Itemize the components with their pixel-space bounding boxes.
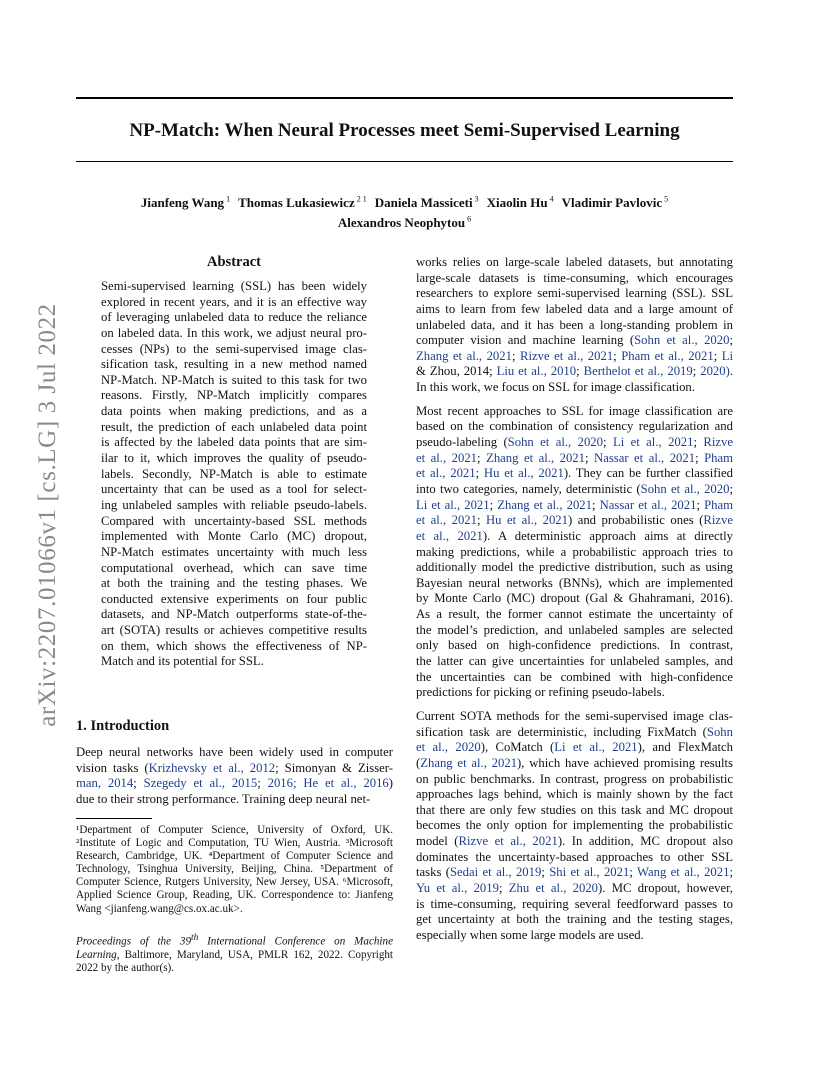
top-rule <box>76 97 733 99</box>
author-name: Jianfeng Wang $^1$ <box>140 195 231 211</box>
author-affiliation-mark: 4 <box>547 195 554 204</box>
text-line: tasks (Sedai et al., 2019; Shi et al., 2021; Wang et al., 2021; <box>416 865 733 880</box>
text-line: Compared with uncertainty-based SSL methods <box>101 513 367 528</box>
text-line: cesses (NPs) to the semi-supervised image clas- <box>101 341 367 356</box>
text-line: large-scale datasets is time-consuming, which encourages <box>416 270 733 285</box>
author-name: Vladimir Pavlovic $^5$ <box>561 195 669 211</box>
text-line: ilar to it, which improves the quality of pseudo- <box>101 451 367 466</box>
affiliations-footnote: ¹Department of Computer Science, University of Oxford, UK. ²Institute of Logic and Computation, TU Wien, Austria. ³Microsoft Research, Cambridge, UK. ⁴Department of Computer Science and Technology, Tsinghua University, Beijing, China. ⁵Department of Computer Science, Rutgers University, New Jersey, USA. ⁶Microsoft, Applied Science Group, Reading, UK. Correspondence to: Jianfeng Wang <jianfeng.wang@cs.ox.ac.uk>. <box>76 824 393 915</box>
text-line: Deep neural networks have been widely used in computer <box>76 745 393 759</box>
text-line: uncertainty that can be used as a tool for select- <box>101 482 367 497</box>
text-line: unlabeled data, and it has been a long-standing problem in <box>416 317 733 332</box>
text-line: Match and its potential for SSL. <box>101 654 264 669</box>
text-line: pseudo-labeling (Sohn et al., 2020; Li et al., 2021; Rizve <box>416 435 733 450</box>
text-line: Li et al., 2021; Zhang et al., 2021; Nassar et al., 2021; Pham <box>416 497 733 512</box>
author-name: Alexandros Neophytou $^6$ <box>337 214 472 231</box>
text-line: the latter can give uncertainties for unlabeled samples, and <box>416 654 733 669</box>
proceedings-note <box>76 932 393 975</box>
introduction-left-text <box>76 745 393 808</box>
text-line: Bayesian neural networks (BNNs), which are implemented <box>416 575 733 590</box>
text-line: & Zhou, 2014; Liu et al., 2010; Berthelot et al., 2019; 2020). <box>416 364 733 379</box>
text-line: In this work, we focus on SSL for image classification. <box>416 380 695 395</box>
text-line: aims to learn from few labeled data and a large amount of <box>416 301 733 316</box>
right-column-text <box>416 255 733 944</box>
text-line: implemented with Monte Carlo (MC) dropout, <box>101 529 367 544</box>
text-line: ing unlabeled samples with reliable pseudo-labels. <box>101 497 367 512</box>
text-line: dominates the uncertainty-based approaches to other SSL <box>416 849 733 864</box>
text-line: is affected by the labeled data points that are sim- <box>101 435 367 450</box>
text-line: of leveraging unlabeled data to reduce the reliance <box>101 310 367 325</box>
text-line: As a result, the former cannot estimate the uncertainty of <box>416 607 733 622</box>
text-line: Semi-supervised learning (SSL) has been widely <box>101 279 367 293</box>
text-line: explored in recent years, and it is an effective way <box>101 294 367 309</box>
text-line: et al., 2021; Zhang et al., 2021; Nassar et al., 2021; Pham <box>416 450 734 465</box>
text-line: only based on high-confidence predictions. In contrast, <box>416 638 733 653</box>
text-line: on labeled data. In this work, we adjust neural pro- <box>101 325 367 340</box>
text-line: making predictions, while a probabilistic approach tries to <box>416 544 733 559</box>
text-line: reasons. Firstly, NP-Match implicitly compares <box>101 388 367 403</box>
arxiv-identifier: arXiv:2207.01066v1 [cs.LG] 3 Jul 2022 <box>34 303 61 727</box>
text-line: conducted extensive experiments on four public <box>101 591 367 606</box>
text-line: based on the combination of consistency regularization and <box>416 419 733 434</box>
text-line: predictions for picking or refining pseudo-labels. <box>416 685 665 700</box>
text-line: et al., 2021). A deterministic approach aims at directly <box>416 528 733 543</box>
proceedings-sup: th <box>191 933 199 943</box>
text-line: NP-Match estimates uncertainty with much less <box>101 544 367 559</box>
author-affiliation-mark: 6 <box>465 214 472 224</box>
text-line: especially when some large models are used. <box>416 927 644 942</box>
text-line: researchers to explore semi-supervised learning (SSL). SSL <box>416 286 733 301</box>
text-line: labels. Secondly, NP-Match is able to estimate <box>101 466 367 481</box>
footnote-rule <box>76 818 152 819</box>
text-line: by Monte Carlo (MC) dropout (Gal & Ghahramani, 2016). <box>416 591 733 606</box>
text-line: Current SOTA methods for the semi-supervised image clas- <box>416 708 733 723</box>
text-line: vision tasks (Krizhevsky et al., 2012; Simonyan & Zisser- <box>76 760 393 775</box>
text-line: works relies on large-scale labeled datasets, but annotating <box>416 255 733 269</box>
author-affiliation-mark: 2 1 <box>354 195 367 204</box>
text-line: model (Rizve et al., 2021). In addition, MC dropout also <box>416 834 733 849</box>
text-line: at both the training and the testing phases. We <box>101 576 367 591</box>
text-line: man, 2014; Szegedy et al., 2015; 2016; He et al., 2016) <box>76 776 393 791</box>
author-list <box>76 192 733 232</box>
author-name: Daniela Massiceti $^3$ <box>374 195 479 211</box>
text-line: the uncertainties can be combined with high-confidence <box>416 669 733 684</box>
author-name: Xiaolin Hu $^4$ <box>486 195 554 211</box>
proceedings-details: , Baltimore, Maryland, USA, PMLR 162, 2022. Copyright 2022 by the author(s). <box>76 948 393 974</box>
text-line: get uncertainty at both the training and the testing stages, <box>416 912 733 927</box>
text-line: Zhang et al., 2021; Rizve et al., 2021; Pham et al., 2021; Li <box>416 348 734 363</box>
text-line: Yu et al., 2019; Zhu et al., 2020). MC dropout, however, <box>416 880 733 895</box>
title-rule <box>76 161 733 162</box>
text-line: is time-consuming, requiring several feedforward passes to <box>416 896 733 911</box>
proceedings-venue-b: International Conference on Machine Learning <box>76 935 393 961</box>
author-name: Thomas Lukasiewicz $^{2 1}$ <box>238 195 367 211</box>
abstract-heading: Abstract <box>207 254 261 270</box>
text-line: that there are only few studies on this task and MC dropout <box>416 802 733 817</box>
paper-title: NP-Match: When Neural Processes meet Semi-Supervised Learning <box>129 120 680 141</box>
abstract-body <box>101 279 367 670</box>
author-affiliation-mark: 1 <box>224 195 231 204</box>
text-line: et al., 2020), CoMatch (Li et al., 2021), and FlexMatch <box>416 740 734 755</box>
author-affiliation-mark: 5 <box>662 195 669 204</box>
text-line: et al., 2021; Hu et al., 2021) and probabilistic ones (Rizve <box>416 513 733 528</box>
text-line: on them, which shows the effectiveness of NP- <box>101 638 367 653</box>
proceedings-venue-a: Proceedings of the 39 <box>76 935 192 948</box>
text-line: datasets, and NP-Match outperforms state-of-the- <box>101 607 367 622</box>
text-line: the model’s prediction, and unlabeled samples are selected <box>416 622 733 637</box>
text-line: on public benchmarks. In contrast, progress on probabilistic <box>416 771 733 786</box>
text-line: approaches lags behind, which is mainly shown by the fact <box>416 787 733 802</box>
text-line: sification task, resulting in a new method named <box>101 357 367 372</box>
text-line: Most recent approaches to SSL for image classification are <box>416 403 733 418</box>
text-line: computational overhead, which can save time <box>101 560 367 575</box>
author-affiliation-mark: 3 <box>472 195 479 204</box>
text-line: becomes the only option for implementing the probabilistic <box>416 818 733 833</box>
text-line: into two categories, namely, deterministic (Sohn et al., 2020; <box>416 481 733 496</box>
text-line: et al., 2021; Hu et al., 2021). They can be further classified <box>416 466 733 481</box>
text-line: data points when making predictions, and as a <box>101 404 367 419</box>
text-line: art (SOTA) results or achieves competitive results <box>101 623 367 638</box>
text-line: result, the prediction of each unlabeled data point <box>101 419 367 434</box>
text-line: NP-Match. NP-Match is suited to this task for two <box>101 372 367 387</box>
text-line: additionally model the predictive distribution, such as using <box>416 560 733 575</box>
text-line: (Zhang et al., 2021), which have achieved promising results <box>416 755 733 770</box>
text-line: sification task are deterministic, including FixMatch (Sohn <box>416 724 733 739</box>
text-line: computer vision and machine learning (Sohn et al., 2020; <box>416 333 733 348</box>
text-line: due to their strong performance. Training deep neural net- <box>76 791 371 806</box>
section-heading-introduction: 1. Introduction <box>76 718 170 734</box>
